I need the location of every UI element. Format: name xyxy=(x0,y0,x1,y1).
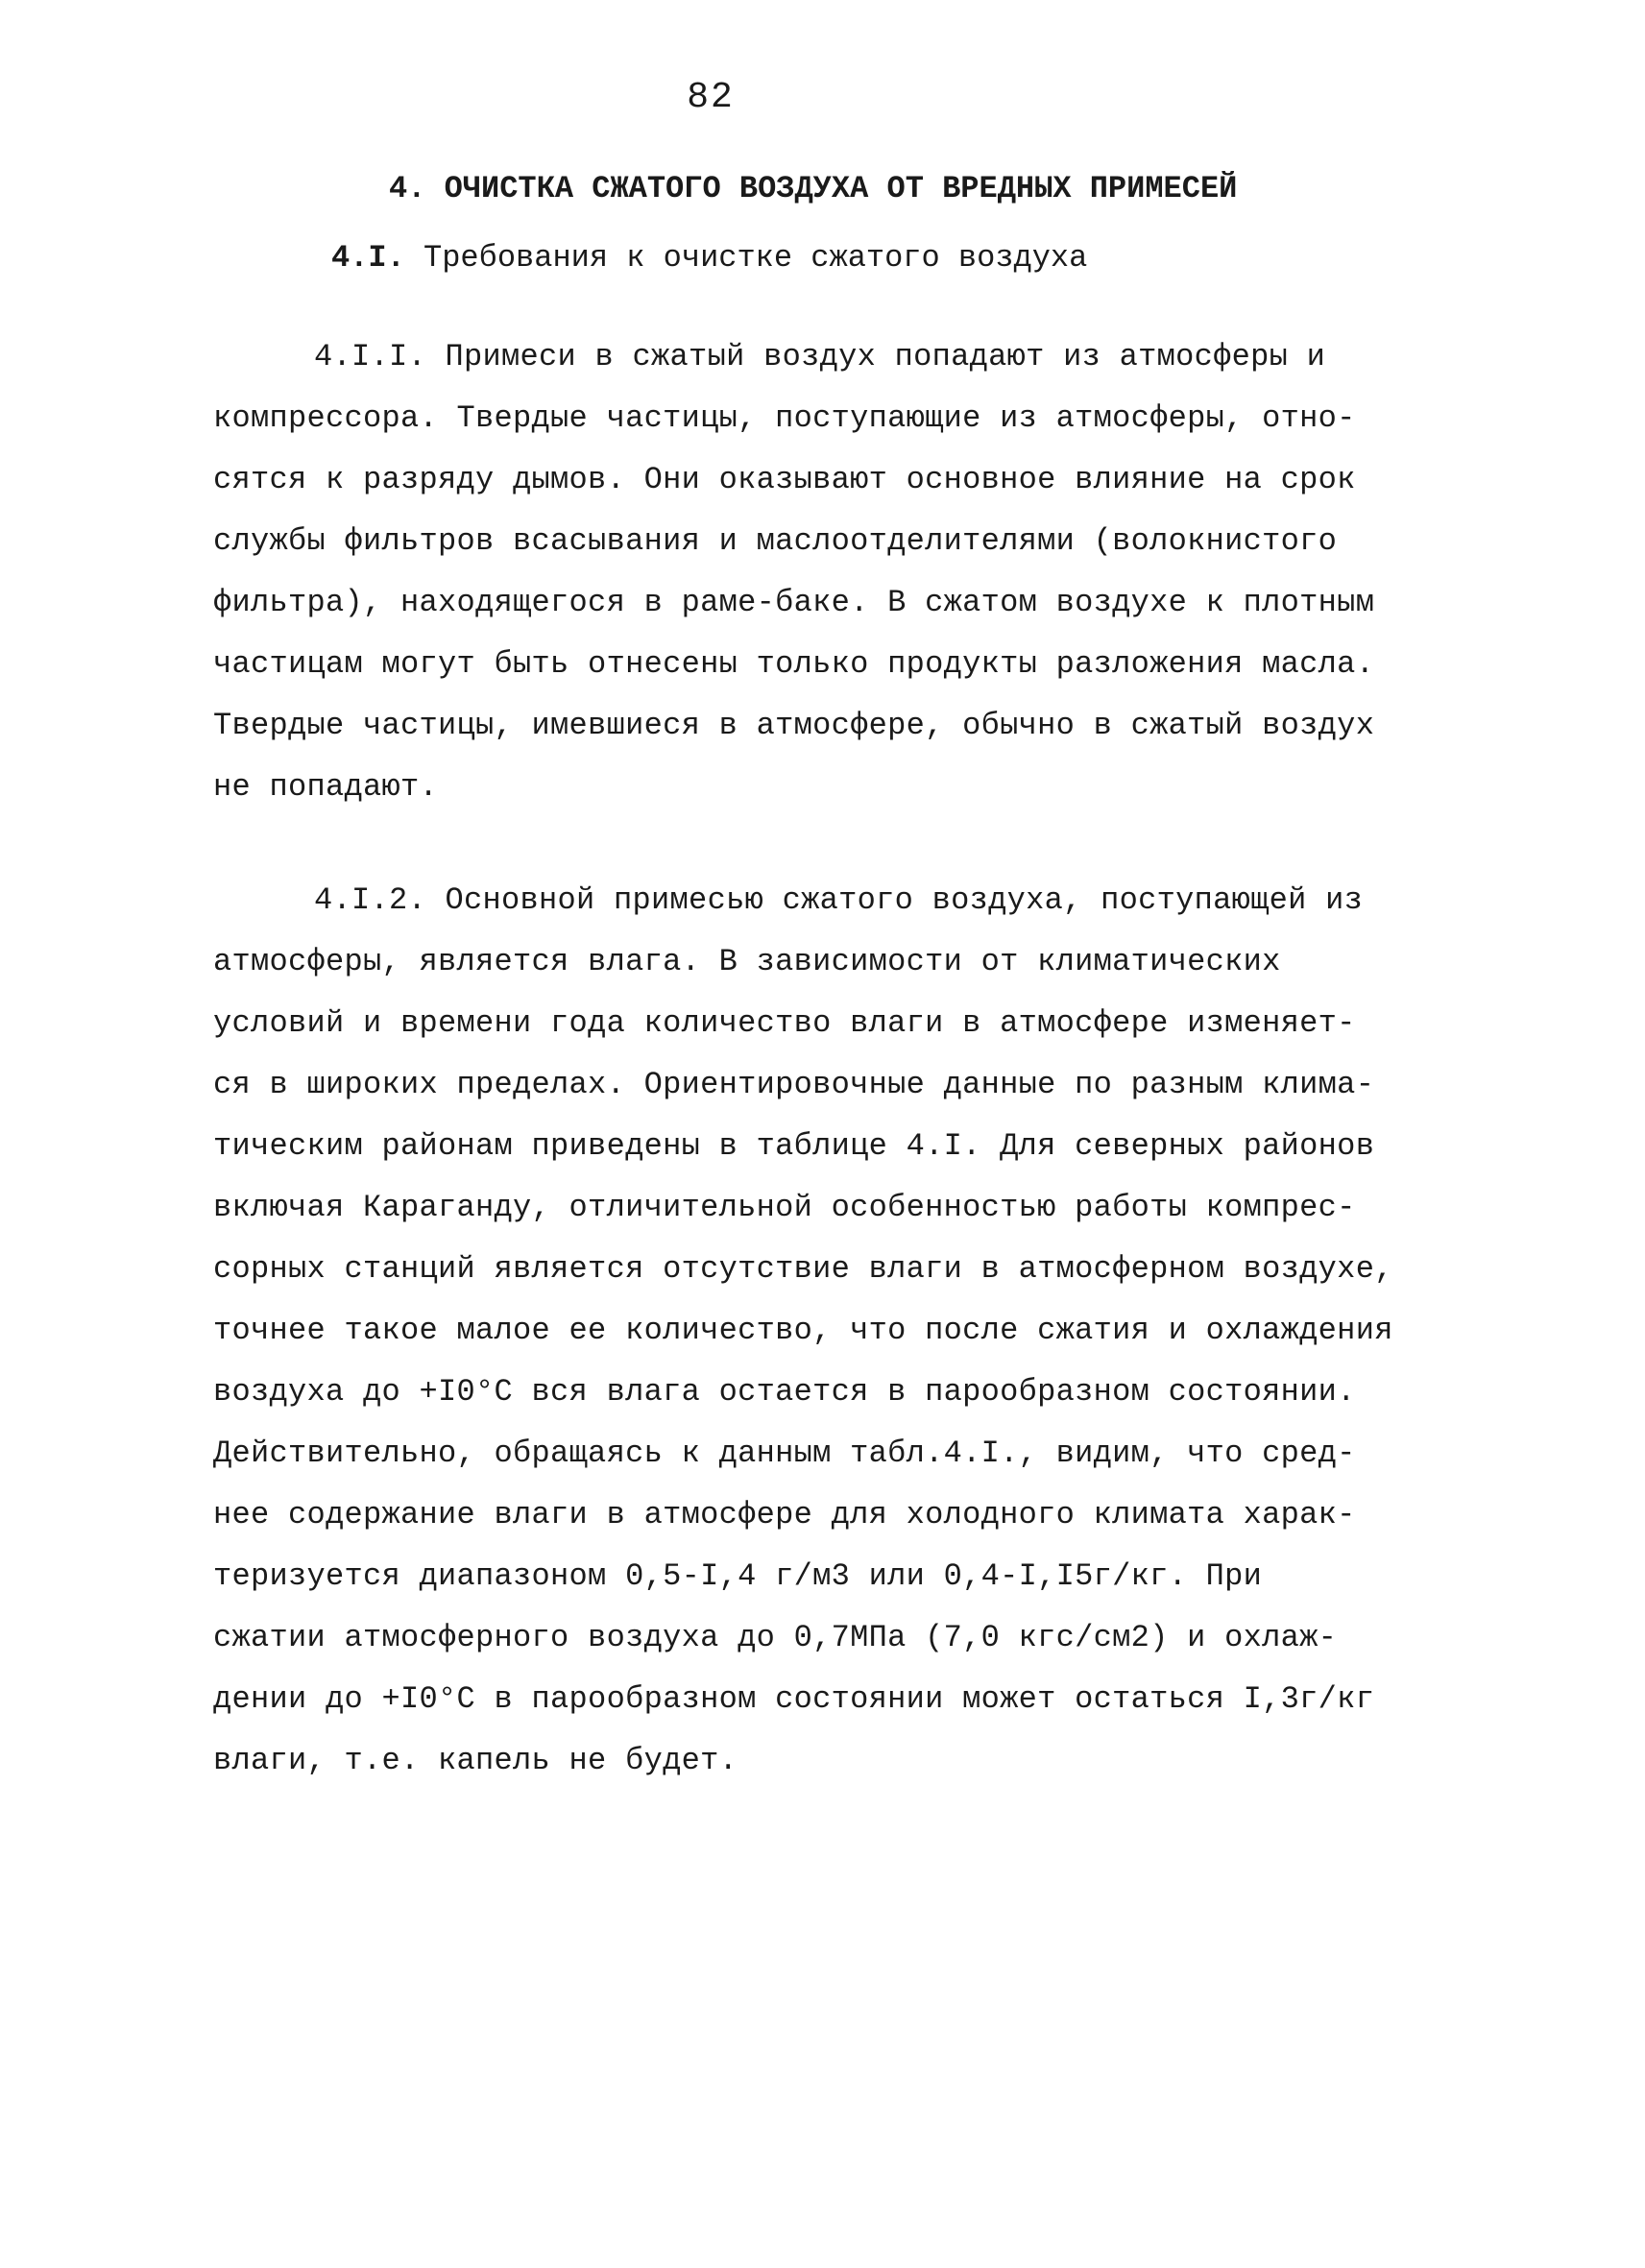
paragraph-line: 4.I.I. Примеси в сжатый воздух попадают из атмосферы и xyxy=(314,339,1326,374)
paragraph-line: не попадают. xyxy=(213,769,439,805)
paragraph-line: условий и времени года количество влаги в атмосфере изменяет- xyxy=(213,1005,1356,1041)
paragraph-line: сорных станций является отсутствие влаги в атмосферном воздухе, xyxy=(213,1251,1393,1287)
paragraph-line: теризуется диапазоном 0,5-I,4 г/м3 или 0,4-I,I5г/кг. При xyxy=(213,1558,1263,1594)
paragraph-line: влаги, т.е. капель не будет. xyxy=(213,1743,738,1778)
paragraph-line: Твердые частицы, имевшиеся в атмосфере, обычно в сжатый воздух xyxy=(213,708,1375,743)
paragraph-line: компрессора. Твердые частицы, поступающие из атмосферы, отно- xyxy=(213,400,1356,436)
paragraph-line: 4.I.2. Основной примесью сжатого воздуха, поступающей из xyxy=(314,882,1364,918)
paragraph-line: сжатии атмосферного воздуха до 0,7МПа (7,0 кгс/см2) и охлаж- xyxy=(213,1620,1338,1655)
paragraph-line: точнее такое малое ее количество, что после сжатия и охлаждения xyxy=(213,1313,1393,1348)
paragraph-line: службы фильтров всасывания и маслоотделителями (волокнистого xyxy=(213,523,1338,559)
section-title-text: Требования к очистке сжатого воздуха xyxy=(423,240,1088,276)
paragraph-line: дении до +I0°С в парообразном состоянии может остаться I,3г/кг xyxy=(213,1681,1375,1717)
paragraph-line: частицам могут быть отнесены только продукты разложения масла. xyxy=(213,646,1375,682)
paragraph-4-1-1 xyxy=(213,326,1481,818)
paragraph-line: сятся к разряду дымов. Они оказывают основное влияние на срок xyxy=(213,462,1356,497)
paragraph-line: атмосферы, является влага. В зависимости от климатических xyxy=(213,944,1281,979)
page-number: 82 xyxy=(687,77,735,118)
paragraph-line: фильтра), находящегося в раме-баке. В сжатом воздухе к плотным xyxy=(213,585,1375,620)
paragraph-line: ся в широких пределах. Ориентировочные данные по разным клима- xyxy=(213,1067,1375,1102)
section-number: 4.I. xyxy=(331,240,405,276)
chapter-title: 4. ОЧИСТКА СЖАТОГО ВОЗДУХА ОТ ВРЕДНЫХ ПРИМЕСЕЙ xyxy=(389,171,1238,206)
paragraph-line: тическим районам приведены в таблице 4.I. Для северных районов xyxy=(213,1128,1375,1164)
paragraph-line: воздуха до +I0°С вся влага остается в парообразном состоянии. xyxy=(213,1374,1356,1410)
paragraph-line: включая Караганду, отличительной особенностью работы компрес- xyxy=(213,1190,1356,1225)
paragraph-line: нее содержание влаги в атмосфере для холодного климата харак- xyxy=(213,1497,1356,1532)
paragraph-4-1-2 xyxy=(213,870,1481,1792)
paragraph-line: Действительно, обращаясь к данным табл.4.I., видим, что сред- xyxy=(213,1436,1356,1471)
section-title xyxy=(331,240,1087,276)
